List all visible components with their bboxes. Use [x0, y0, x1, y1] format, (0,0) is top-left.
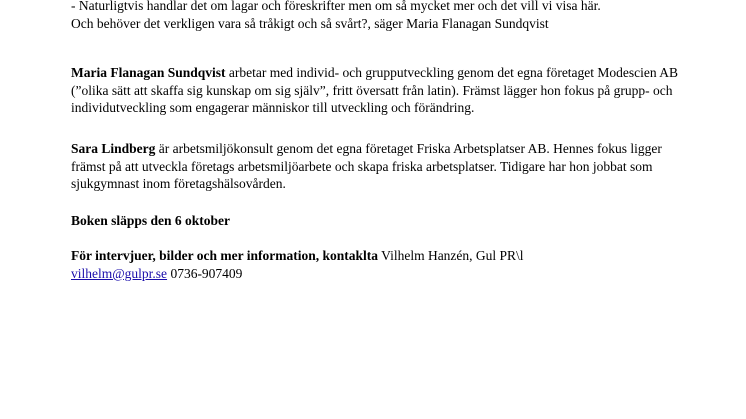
sara-bio-text: är arbetsmiljökonsult genom det egna företaget Friska Arbetsplatser AB. Hennes fokus ligger främst på att utveckla företags arbetsmiljöarbete och skapa friska arbetsplatser. Tidigare har hon jobbat som sjukgymnast inom företagshälsovården. [71, 141, 662, 192]
sara-bio-paragraph [71, 140, 691, 193]
contact-email-link[interactable]: vilhelm@gulpr.se [71, 265, 168, 281]
sara-name: Sara Lindberg [71, 141, 156, 156]
maria-name: Maria Flanagan Sundqvist [71, 65, 226, 80]
contact-paragraph [71, 247, 691, 282]
quote-line-1: - Naturligtvis handlar det om lagar och föreskrifter men om så mycket mer och det vill vi visa här. [71, 0, 601, 13]
release-date-paragraph [71, 212, 691, 230]
quote-line-2: Och behöver det verkligen vara så tråkigt och så svårt?, säger Maria Flanagan Sundqvist [71, 15, 549, 31]
contact-label: För intervjuer, bilder och mer information, kontaklta [71, 248, 378, 263]
contact-phone: 0736-907409 [167, 265, 243, 281]
contact-person: Vilhelm Hanzén, Gul PR\l [378, 248, 524, 263]
maria-bio-paragraph [71, 64, 691, 117]
quote-paragraph [71, 0, 691, 32]
maria-bio-text: arbetar med individ- och grupputveckling genom det egna företaget Modescien AB (”olika sätt att skaffa sig kunskap om sig själv”, fritt översatt från latin). Främst lägger hon fokus på grupp- och individutveckling som engagerar människor till utveckling och förändring. [71, 65, 679, 116]
release-date-text: Boken släpps den 6 oktober [71, 213, 231, 228]
